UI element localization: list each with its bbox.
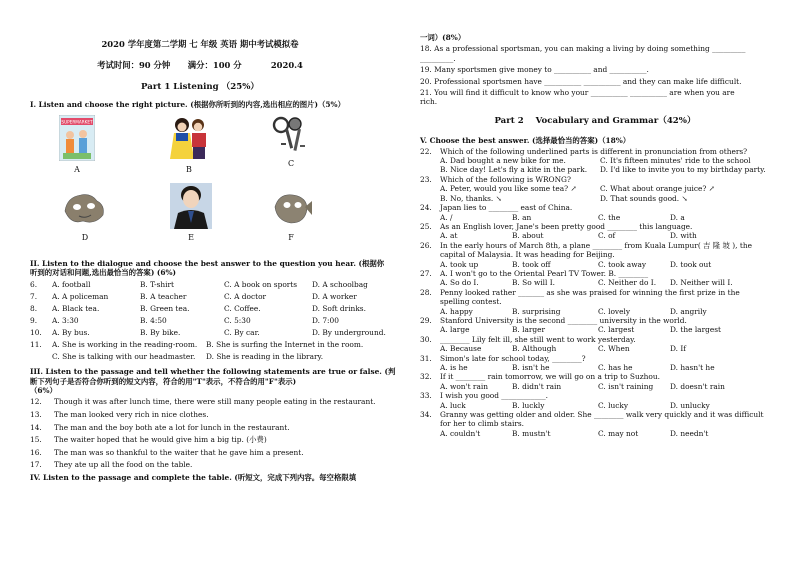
question-number: 33. bbox=[420, 391, 432, 401]
mc-question-stem bbox=[420, 222, 770, 231]
section4-heading: IV. Listen to the passage and complete the table. (听短文，完成下列内容。每空格限填 bbox=[30, 473, 357, 483]
answer-option: B. an bbox=[512, 212, 532, 222]
question-number: 28. bbox=[420, 287, 432, 297]
option-a: A. She is working in the reading-room. bbox=[52, 340, 198, 350]
question-row bbox=[30, 316, 370, 325]
option-d: D. By underground. bbox=[312, 328, 386, 338]
answer-option: D. took out bbox=[670, 259, 712, 269]
options-row bbox=[420, 194, 770, 203]
question-text: Stanford University is the second ________ university in the world. bbox=[440, 315, 687, 325]
keys-icon bbox=[267, 115, 315, 155]
part1-heading: Part 1 Listening （25%） bbox=[141, 81, 259, 92]
answer-option: A. couldn't bbox=[440, 428, 481, 438]
options-row bbox=[420, 278, 770, 287]
pictures-row-1 bbox=[30, 115, 370, 181]
statement-text: Though it was after lunch time, there were still many people eating in the restaurant. bbox=[54, 397, 376, 407]
answer-option: D. That sounds good. ↘ bbox=[600, 193, 688, 203]
options-row bbox=[420, 429, 770, 438]
options-row bbox=[420, 260, 770, 269]
pictures-row-2 bbox=[30, 183, 370, 249]
mc-question-stem bbox=[420, 147, 770, 156]
question-number: 26. bbox=[420, 240, 432, 250]
answer-option: C. When bbox=[598, 344, 630, 354]
question-text-cont: for her to climb stairs. bbox=[440, 419, 525, 429]
answer-option: A. large bbox=[440, 325, 470, 335]
answer-option: A. So do I. bbox=[440, 278, 479, 288]
mask-icon bbox=[61, 189, 109, 229]
picture-label-c: C bbox=[287, 158, 295, 168]
question-text: Which of the following is WRONG? bbox=[440, 174, 571, 184]
statement-row bbox=[30, 448, 370, 457]
picture-e bbox=[168, 183, 214, 242]
question-text: As an English lover, Jane's been pretty good ________ this language. bbox=[440, 221, 693, 231]
options-row bbox=[420, 401, 770, 410]
section1-heading: I. Listen and choose the right picture. (根据你所听到的内容,选出相应的图片)（5%） bbox=[30, 100, 345, 110]
couple-illustration-icon bbox=[164, 115, 214, 161]
question-18-cont: _________. bbox=[420, 53, 456, 63]
option-b: B. A teacher bbox=[140, 292, 187, 302]
statement-number: 16. bbox=[30, 447, 42, 457]
question-number: 11. bbox=[30, 340, 42, 350]
options-row bbox=[420, 184, 770, 193]
answer-option: A. at bbox=[440, 231, 458, 241]
mc-question-stem bbox=[420, 288, 770, 297]
mc-question-stem bbox=[420, 203, 770, 212]
answer-option: A. Dad bought a new bike for me. bbox=[440, 156, 566, 166]
answer-option: D. I'd like to invite you to my birthday party. bbox=[600, 165, 766, 175]
answer-option: B. surprising bbox=[512, 306, 561, 316]
fish-mask-icon bbox=[269, 187, 313, 229]
options-row bbox=[420, 231, 770, 240]
answer-option: C. What about orange juice? ↗ bbox=[600, 184, 715, 194]
exam-title: 2020 学年度第二学期 七 年级 英语 期中考试模拟卷 bbox=[101, 39, 299, 49]
question-number: 32. bbox=[420, 372, 432, 382]
answer-option: C. It's fifteen minutes' ride to the school bbox=[600, 156, 751, 166]
question-text: ________ Lily felt ill, she still went to work yesterday. bbox=[440, 334, 636, 344]
options-row bbox=[420, 156, 770, 165]
answer-option: B. Although bbox=[512, 344, 557, 354]
question-number: 30. bbox=[420, 334, 432, 344]
picture-d bbox=[60, 189, 110, 242]
statement-text: The man looked very rich in nice clothes. bbox=[54, 410, 209, 420]
answer-option: C. Neither do I. bbox=[598, 278, 657, 288]
option-a: A. 3:30 bbox=[52, 316, 79, 326]
mc-question-stem bbox=[420, 410, 770, 419]
answer-option: B. didn't rain bbox=[512, 381, 562, 391]
option-c: C. She is talking with our headmaster. bbox=[52, 351, 196, 361]
question-text: I wish you good ____________. bbox=[440, 391, 548, 401]
statement-row bbox=[30, 460, 370, 469]
question-row-11a bbox=[30, 340, 370, 349]
statement-text: The man and the boy both ate a lot for lunch in the restaurant. bbox=[54, 422, 290, 432]
option-c: C. Coffee. bbox=[224, 304, 261, 314]
question-text: If it ________ rain tomorrow, we will go on a trip to Suzhou. bbox=[440, 372, 660, 382]
answer-option: D. hasn't he bbox=[670, 363, 715, 372]
answer-option: A. happy bbox=[440, 306, 473, 316]
mc-question-stem bbox=[420, 269, 770, 278]
statement-row bbox=[30, 397, 376, 407]
answer-option: D. Neither will I. bbox=[670, 278, 733, 288]
question-row bbox=[30, 280, 370, 289]
options-row bbox=[420, 165, 770, 174]
mc-question-stem bbox=[420, 391, 770, 400]
supermarket-book-icon bbox=[59, 115, 95, 161]
question-text: Granny was getting older and older. She ________ walk very quickly and it was difficult bbox=[440, 410, 764, 420]
question-text: Which of the following underlined parts is different in pronunciation from others? bbox=[440, 146, 748, 156]
option-d: D. She is reading in the library. bbox=[206, 351, 324, 361]
section2-questions bbox=[30, 280, 386, 338]
option-d: D. 7:00 bbox=[312, 316, 339, 326]
question-row bbox=[30, 292, 370, 301]
question-21-cont: rich. bbox=[420, 97, 438, 107]
section4-continuation: 一词）(8%） bbox=[420, 33, 466, 42]
answer-option: B. isn't he bbox=[512, 363, 550, 372]
mc-question-stem bbox=[420, 175, 770, 184]
answer-option: A. Because bbox=[440, 344, 482, 354]
question-text: In the early hours of March 8th, a plane ________ from Kuala Lumpur( 吉 隆 坡 ), the bbox=[440, 240, 752, 250]
option-b: B. 4:50 bbox=[140, 316, 167, 326]
statement-number: 15. bbox=[30, 435, 42, 445]
option-a: A. A policeman bbox=[52, 292, 109, 302]
question-18: 18. As a professional sportsman, you can making a living by doing something _________ bbox=[420, 44, 746, 54]
answer-option: B. Nice day! Let's fly a kite in the park. bbox=[440, 165, 588, 175]
mc-question-stem bbox=[420, 335, 770, 344]
question-text-cont: spelling contest. bbox=[440, 297, 502, 307]
option-d: D. A schoolbag bbox=[312, 280, 368, 290]
left-column bbox=[30, 0, 396, 483]
section3-heading-line2: 断下列句子是否符合你听到的短文内容，符合的用"T"表示，不符合的用"F"表示) bbox=[30, 376, 297, 386]
answer-option: B. luckly bbox=[512, 400, 545, 410]
answer-option: C. the bbox=[598, 212, 621, 222]
answer-option: D. If bbox=[670, 344, 687, 354]
option-a: A. football bbox=[52, 280, 91, 290]
question-20: 20. Professional sportsmen have __________ __________ and they can make life difficult. bbox=[420, 76, 742, 86]
options-row bbox=[420, 307, 770, 316]
option-a: A. Black tea. bbox=[52, 304, 100, 314]
answer-option: C. lucky bbox=[598, 400, 629, 410]
answer-option: D. angrily bbox=[670, 306, 707, 316]
statement-number: 14. bbox=[30, 422, 42, 432]
statement-number: 12. bbox=[30, 397, 42, 407]
question-row bbox=[30, 328, 386, 338]
answer-option: C. lovely bbox=[598, 306, 630, 316]
answer-option: C. largest bbox=[598, 325, 635, 335]
section3-statements bbox=[30, 397, 376, 470]
option-d: D. Soft drinks. bbox=[312, 304, 366, 314]
picture-label-e: E bbox=[188, 232, 194, 242]
question-number: 23. bbox=[420, 174, 432, 184]
answer-option: D. with bbox=[670, 231, 697, 241]
section2-heading-line1: II. Listen to the dialogue and choose the best answer to the question you hear. (根据你 bbox=[30, 258, 385, 268]
answer-option: D. doesn't rain bbox=[670, 381, 725, 391]
statement-number: 13. bbox=[30, 410, 42, 420]
answer-option: B. about bbox=[512, 231, 544, 241]
mc-question-stem bbox=[420, 372, 770, 381]
answer-option: B. So will I. bbox=[512, 278, 556, 288]
mc-question-stem bbox=[420, 354, 770, 363]
answer-option: B. took off bbox=[512, 259, 551, 269]
exam-meta: 考试时间：90 分钟 满分：100 分 2020.4 bbox=[97, 60, 303, 71]
question-number: 22. bbox=[420, 146, 432, 156]
options-row bbox=[420, 363, 770, 372]
answer-option: A. is he bbox=[440, 363, 468, 372]
statement-text: The waiter hoped that he would give him a big tip. (小费) bbox=[54, 435, 267, 445]
question-text: Simon's late for school today, ________? bbox=[440, 353, 586, 363]
answer-option: C. of bbox=[598, 231, 616, 241]
man-portrait-icon bbox=[170, 183, 212, 229]
question-text: Penny looked rather _______ as she was praised for winning the first prize in the bbox=[440, 287, 740, 297]
answer-option: C. took away bbox=[598, 259, 647, 269]
options-row bbox=[420, 344, 770, 353]
question-number: 25. bbox=[420, 221, 432, 231]
answer-option: C. may not bbox=[598, 428, 639, 438]
answer-option: A. took up bbox=[440, 259, 479, 269]
picture-label-f: F bbox=[288, 232, 294, 242]
question-row-11b bbox=[30, 352, 370, 361]
options-row bbox=[420, 382, 770, 391]
section5-heading: V. Choose the best answer. (选择最恰当的答案)（18%） bbox=[420, 136, 631, 146]
answer-option: A. Peter, would you like some tea? ↗ bbox=[440, 184, 577, 194]
question-number: 24. bbox=[420, 203, 432, 213]
answer-option: A. won't rain bbox=[440, 381, 488, 391]
option-b: B. T-shirt bbox=[140, 280, 175, 290]
question-text-cont: capital of Malaysia. It was heading for Beijing. bbox=[440, 250, 615, 260]
statement-text: They ate up all the food on the table. bbox=[54, 460, 193, 470]
question-number: 6. bbox=[30, 280, 38, 290]
right-column bbox=[420, 0, 770, 438]
option-c: C. By car. bbox=[224, 328, 260, 338]
question-number: 7. bbox=[30, 292, 38, 302]
answer-option: B. larger bbox=[512, 325, 546, 335]
option-c: C. A book on sports bbox=[224, 280, 298, 290]
supermarket-logo-text: SUPERMARKET bbox=[61, 119, 93, 125]
question-text: A. I won't go to the Oriental Pearl TV Tower. B. ________ bbox=[440, 268, 649, 278]
answer-option: C. has he bbox=[598, 363, 633, 372]
part2-heading: Part 2 Vocabulary and Grammar（42%） bbox=[494, 115, 696, 126]
option-b: B. Green tea. bbox=[140, 304, 190, 314]
question-19: 19. Many sportsmen give money to __________ and __________. bbox=[420, 65, 649, 75]
question-21: 21. You will find it difficult to know who your __________ __________ are when you are bbox=[420, 88, 735, 98]
question-row bbox=[30, 304, 370, 313]
mc-question-stem bbox=[420, 316, 770, 325]
section3-heading-line1: III. Listen to the passage and tell whether the following statements are true or false. (判 bbox=[30, 367, 396, 377]
option-a: A. By bus. bbox=[52, 328, 90, 338]
mc-question-stem bbox=[420, 241, 770, 250]
question-number: 34. bbox=[420, 410, 432, 420]
answer-option: D. the largest bbox=[670, 325, 721, 335]
options-row bbox=[420, 325, 770, 334]
question-text: Japan lies to ________ east of China. bbox=[440, 203, 573, 213]
question-number: 10. bbox=[30, 328, 42, 338]
answer-option: B. mustn't bbox=[512, 428, 551, 438]
option-b: B. By bike. bbox=[140, 328, 181, 338]
answer-option: A. / bbox=[440, 212, 453, 222]
picture-label-b: B bbox=[186, 164, 192, 174]
statement-row bbox=[30, 435, 370, 444]
answer-option: B. No, thanks. ↘ bbox=[440, 193, 502, 203]
option-c: C. 5:30 bbox=[224, 316, 251, 326]
answer-option: A. luck bbox=[440, 400, 466, 410]
answer-option: D. a bbox=[670, 212, 685, 222]
section2-heading-line2: 听到的对话和问题,选出最恰当的答案) (6%) bbox=[30, 268, 177, 278]
option-b: B. She is surfing the Internet in the room. bbox=[206, 340, 364, 350]
picture-a bbox=[58, 115, 96, 174]
section3-heading-line3: （6%） bbox=[30, 386, 57, 396]
question-number: 8. bbox=[30, 304, 38, 314]
picture-f bbox=[268, 187, 314, 242]
answer-option: C. isn't raining bbox=[598, 381, 654, 391]
section5-questions bbox=[420, 147, 770, 439]
answer-option: D. unlucky bbox=[670, 400, 710, 410]
option-d: D. A worker bbox=[312, 292, 357, 302]
question-number: 29. bbox=[420, 315, 432, 325]
statement-number: 17. bbox=[30, 460, 42, 470]
statement-text: The man was so thankful to the waiter that he gave him a present. bbox=[54, 447, 304, 457]
question-number: 27. bbox=[420, 268, 432, 278]
question-number: 31. bbox=[420, 353, 432, 363]
option-c: C. A doctor bbox=[224, 292, 267, 302]
answer-option: D. needn't bbox=[670, 428, 709, 438]
question-number: 9. bbox=[30, 316, 38, 326]
picture-label-a: A bbox=[74, 164, 80, 174]
statement-row bbox=[30, 423, 370, 432]
statement-row bbox=[30, 410, 370, 419]
options-row bbox=[420, 213, 770, 222]
picture-c bbox=[266, 115, 316, 168]
picture-label-d: D bbox=[81, 232, 89, 242]
picture-b bbox=[164, 115, 214, 174]
